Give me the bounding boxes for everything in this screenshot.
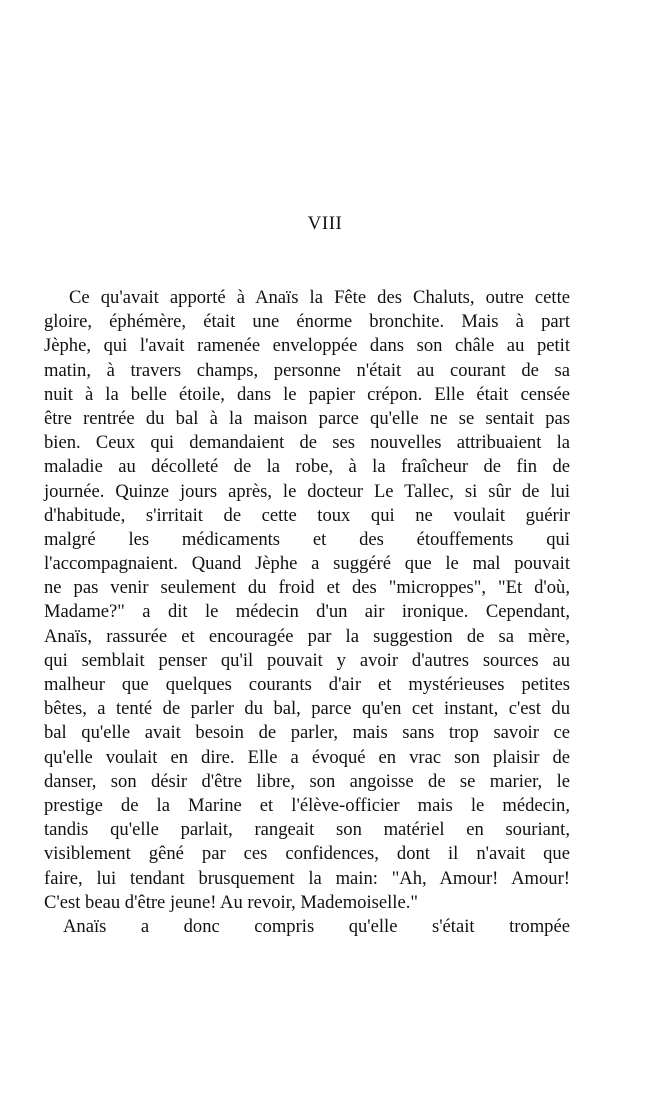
text-line: ne pas venir seulement du froid et des "microppes", "Et d'où,	[44, 577, 570, 599]
body-text	[44, 286, 570, 939]
text-line: Jèphe, qui l'avait ramenée enveloppée dans son châle au petit	[44, 335, 570, 357]
text-line: visiblement gêné par ces confidences, dont il n'avait que	[44, 843, 570, 865]
text-line: bien. Ceux qui demandaient de ses nouvelles attribuaient la	[44, 432, 570, 454]
text-line: tandis qu'elle parlait, rangeait son matériel en souriant,	[44, 819, 570, 841]
text-line: prestige de la Marine et l'élève-officier mais le médecin,	[44, 794, 570, 816]
text-line: matin, à travers champs, personne n'était au courant de sa	[44, 359, 570, 381]
text-line: qu'elle voulait en dire. Elle a évoqué en vrac son plaisir de	[44, 746, 570, 768]
text-line: Madame?" a dit le médecin d'un air ironique. Cependant,	[44, 601, 570, 623]
text-line: bal qu'elle avait besoin de parler, mais sans trop savoir ce	[44, 722, 570, 744]
text-line: qui semblait penser qu'il pouvait y avoir d'autres sources au	[44, 649, 570, 671]
text-line: Anaïs a donc compris qu'elle s'était trompée	[63, 915, 570, 937]
text-line: bêtes, a tenté de parler du bal, parce qu'en cet instant, c'est du	[44, 698, 570, 720]
text-line: maladie au décolleté de la robe, à la fraîcheur de fin de	[44, 456, 570, 478]
text-line: d'habitude, s'irritait de cette toux qui ne voulait guérir	[44, 504, 570, 526]
text-line: journée. Quinze jours après, le docteur Le Tallec, si sûr de lui	[44, 480, 570, 502]
text-line: gloire, éphémère, était une énorme bronchite. Mais à part	[44, 311, 570, 333]
text-line: Ce qu'avait apporté à Anaïs la Fête des Chaluts, outre cette	[69, 287, 570, 308]
text-line: C'est beau d'être jeune! Au revoir, Mademoiselle."	[44, 891, 418, 913]
text-line: malgré les médicaments et des étouffements qui	[44, 528, 570, 550]
chapter-heading: VIII	[307, 213, 343, 234]
text-line: nuit à la belle étoile, dans le papier crépon. Elle était censée	[44, 383, 570, 405]
text-line: faire, lui tendant brusquement la main: "Ah, Amour! Amour!	[44, 867, 570, 889]
text-line: l'accompagnaient. Quand Jèphe a suggéré que le mal pouvait	[44, 553, 570, 575]
text-line: Anaïs, rassurée et encouragée par la suggestion de sa mère,	[44, 625, 570, 647]
text-line: danser, son désir d'être libre, son angoisse de se marier, le	[44, 770, 570, 792]
text-line: malheur que quelques courants d'air et mystérieuses petites	[44, 674, 570, 695]
text-line: être rentrée du bal à la maison parce qu'elle ne se sentait pas	[44, 407, 570, 429]
